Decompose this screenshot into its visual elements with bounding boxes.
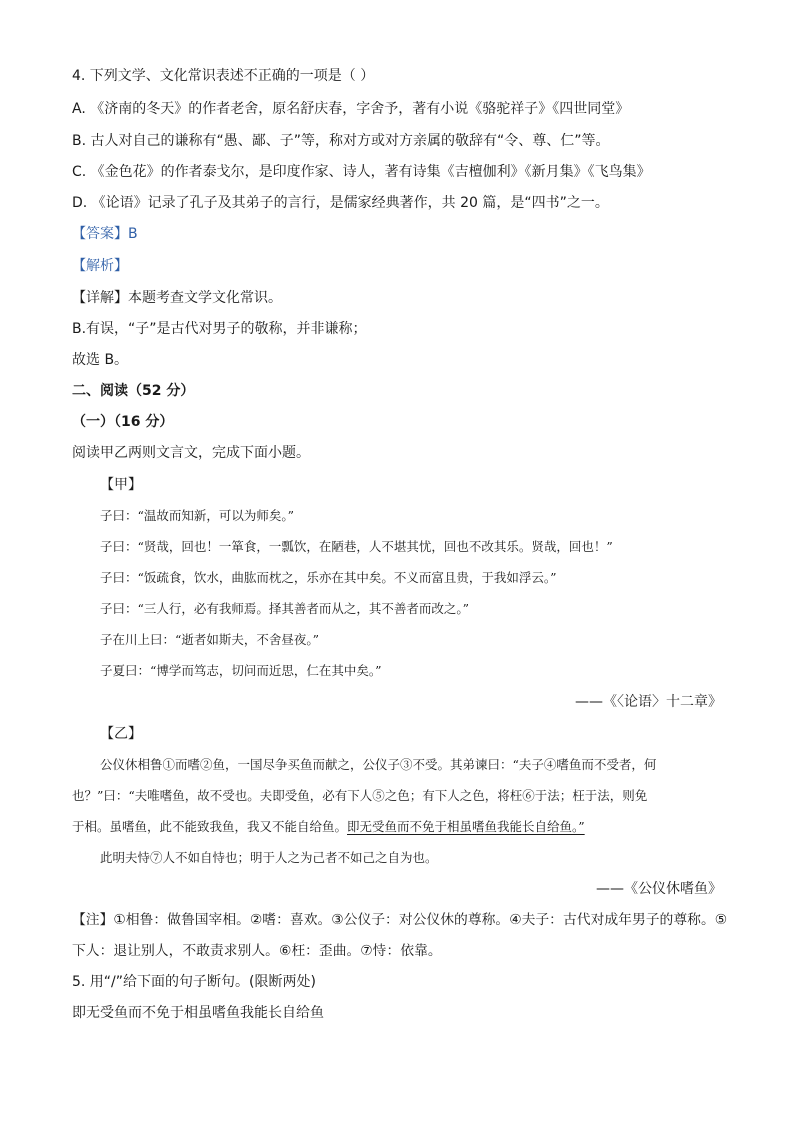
- yi-line: 此明夫恃⑦人不如自恃也；明于人之为己者不如己之自为也。: [100, 850, 438, 865]
- part-title: （一）（16 分）: [72, 414, 174, 430]
- notes-line: 下人：退让别人，不敢责求别人。⑥枉：歪曲。⑦恃：依靠。: [72, 943, 442, 959]
- q4-option-a: A. 《济南的冬天》的作者老舍，原名舒庆春，字舍予，著有小说《骆驼祥子》《四世同堂》: [72, 101, 630, 117]
- q4-stem: 4. 下列文学、文化常识表述不正确的一项是（ ）: [72, 68, 375, 84]
- notes-line: 【注】①相鲁：做鲁国宰相。②嗜：喜欢。③公仪子：对公仪休的尊称。④夫子：古代对成年男子的尊称。⑤: [72, 912, 728, 928]
- q5-stem: 5. 用“/”给下面的句子断句。(限断两处): [72, 974, 316, 990]
- analysis-label: 【解析】: [72, 258, 128, 274]
- q5-sentence: 即无受鱼而不免于相虽嗜鱼我能长自给鱼: [72, 1005, 324, 1021]
- detail-line: 【详解】本题考查文学文化常识。: [72, 290, 282, 306]
- answer-label: 【答案】B: [72, 226, 138, 242]
- conclusion-line: 故选 B。: [72, 352, 129, 368]
- explain-line: B.有误，“子”是古代对男子的敬称，并非谦称；: [72, 321, 367, 337]
- yi-line: [72, 817, 585, 837]
- jia-source: ——《〈论语〉十二章》: [575, 694, 722, 710]
- instruction: 阅读甲乙两则文言文，完成下面小题。: [72, 445, 310, 461]
- q4-option-b: B. 古人对自己的谦称有“愚、鄙、子”等，称对方或对方亲属的敬辞有“令、尊、仁”等。: [72, 133, 610, 149]
- jia-label: 【甲】: [100, 477, 142, 493]
- jia-line: 子曰：“贤哉，回也！一箪食，一瓢饮，在陋巷，人不堪其忧，回也不改其乐。贤哉，回也！”: [100, 539, 613, 554]
- yi-underlined-sentence: 即无受鱼而不免于相虽嗜鱼我能长自给鱼。”: [347, 819, 585, 834]
- jia-line: 子曰：“三人行，必有我师焉。择其善者而从之，其不善者而改之。”: [100, 601, 470, 616]
- yi-source: ——《公仪休嗜鱼》: [596, 881, 722, 897]
- jia-line: 子夏曰：“博学而笃志，切问而近思，仁在其中矣。”: [100, 663, 382, 678]
- yi-line3-start: 于相。虽嗜鱼，此不能致我鱼，我又不能自给鱼。: [72, 819, 348, 834]
- q4-option-c: C. 《金色花》的作者泰戈尔，是印度作家、诗人，著有诗集《吉檀伽利》《新月集》《飞鸟集》: [72, 164, 651, 180]
- yi-label: 【乙】: [100, 726, 142, 742]
- jia-line: 子在川上曰：“逝者如斯夫，不舍昼夜。”: [100, 632, 320, 647]
- jia-line: 子曰：“温故而知新，可以为师矣。”: [100, 508, 295, 523]
- yi-line: 也？”曰：“夫唯嗜鱼，故不受也。夫即受鱼，必有下人⑤之色；有下人之色，将枉⑥于法；枉于法，则免: [72, 788, 648, 803]
- q4-option-d: D. 《论语》记录了孔子及其弟子的言行，是儒家经典著作，共 20 篇，是“四书”之一。: [72, 195, 609, 211]
- yi-line: 公仪休相鲁①而嗜②鱼，一国尽争买鱼而献之，公仪子③不受。其弟谏曰：“夫子④嗜鱼而不受者，何: [100, 757, 657, 772]
- section-title: 二、阅读（52 分）: [72, 383, 195, 399]
- jia-line: 子曰：“饭疏食，饮水，曲肱而枕之，乐亦在其中矣。不义而富且贵，于我如浮云。”: [100, 570, 557, 585]
